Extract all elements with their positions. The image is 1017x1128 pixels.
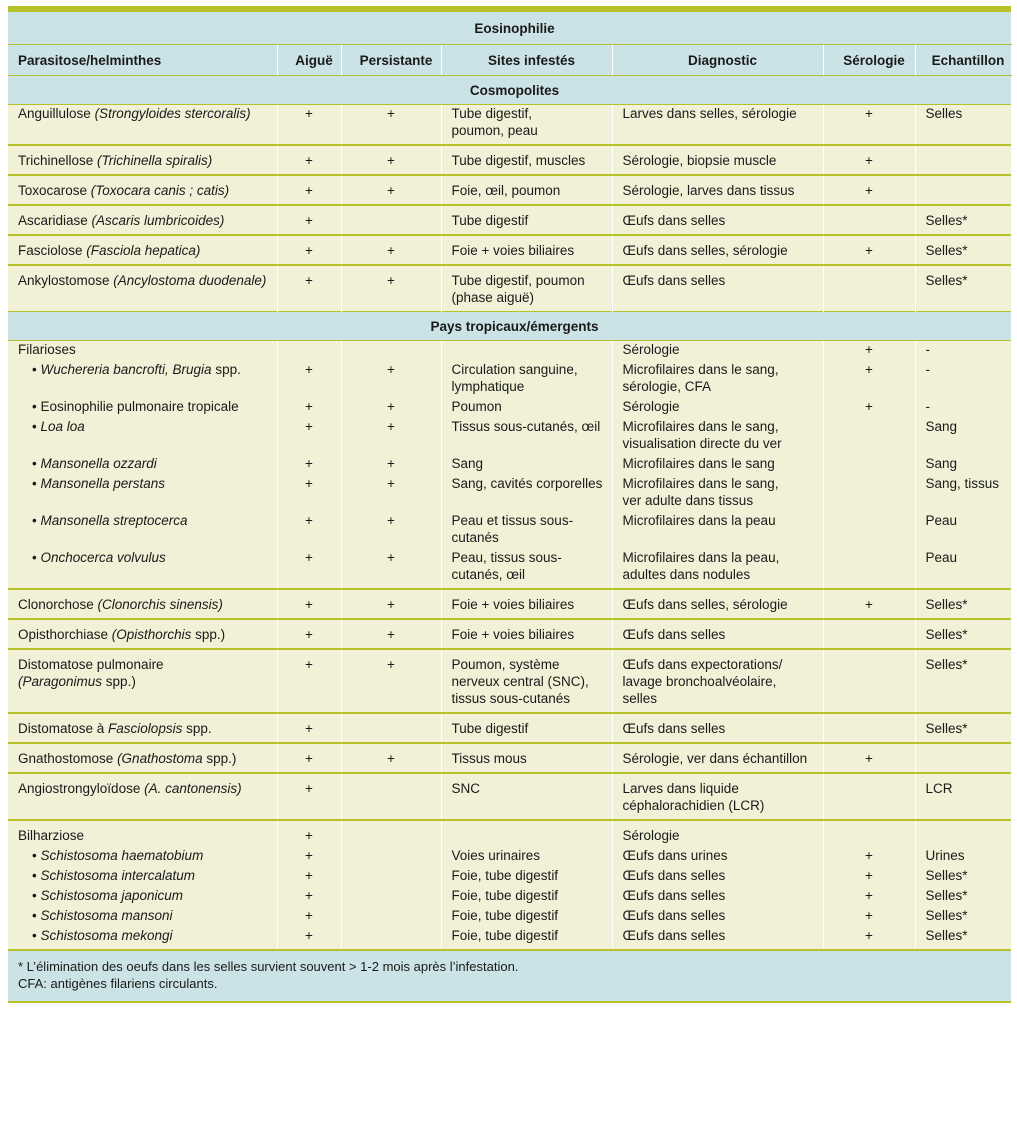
persistent-cell: +	[341, 175, 441, 205]
sample-cell	[915, 145, 1011, 175]
diagnostic-cell: Œufs dans selles	[612, 619, 823, 649]
diagnostic-cell: Microfilaires dans le sang	[612, 452, 823, 472]
parasitosis-cell	[8, 884, 277, 904]
acute-cell: +	[277, 820, 341, 844]
diagnostic-cell: Microfilaires dans la peau	[612, 509, 823, 546]
diagnostic-cell: Œufs dans urines	[612, 844, 823, 864]
sites-cell: Circulation sanguine, lymphatique	[441, 358, 612, 395]
parasitosis-cell	[8, 145, 277, 175]
table-row	[8, 649, 1011, 713]
bullet-glyph: •	[32, 868, 41, 883]
sites-cell: Foie, œil, poumon	[441, 175, 612, 205]
sample-cell: Selles*	[915, 924, 1011, 950]
table-container	[8, 6, 1011, 1003]
acute-cell: +	[277, 358, 341, 395]
serology-cell	[823, 205, 915, 235]
sample-cell	[915, 820, 1011, 844]
diagnostic-cell: Œufs dans selles	[612, 924, 823, 950]
diagnostic-cell: Œufs dans expectorations/ lavage bronchoalvéolaire, selles	[612, 649, 823, 713]
acute-cell: +	[277, 773, 341, 820]
parasitosis-name: Opisthorchiase	[18, 627, 112, 642]
latin-name: (Trichinella spiralis)	[97, 153, 213, 168]
parasitosis-cell	[8, 105, 277, 146]
latin-name: Fasciolopsis	[108, 721, 183, 736]
diagnostic-cell: Œufs dans selles, sérologie	[612, 589, 823, 619]
footnote-line: * L’élimination des oeufs dans les selles survient souvent > 1-2 mois après l’infestation.	[18, 959, 519, 974]
latin-name: (Ascaris lumbricoides)	[91, 213, 225, 228]
parasitosis-name-suffix: spp.)	[191, 627, 226, 642]
latin-name: Schistosoma japonicum	[40, 888, 184, 903]
parasitosis-name: Trichinellose	[18, 153, 98, 168]
parasitosis-name: Filarioses	[18, 342, 76, 357]
column-header: Persistante	[341, 45, 441, 76]
sample-cell	[915, 175, 1011, 205]
acute-cell: +	[277, 884, 341, 904]
latin-name: Mansonella streptocerca	[40, 513, 188, 528]
sites-cell: Voies urinaires	[441, 844, 612, 864]
persistent-cell	[341, 904, 441, 924]
sample-cell	[915, 743, 1011, 773]
latin-name: (Ancylostoma duodenale)	[113, 273, 267, 288]
serology-cell: +	[823, 743, 915, 773]
diagnostic-cell: Microfilaires dans la peau, adultes dans nodules	[612, 546, 823, 589]
persistent-cell: +	[341, 649, 441, 713]
acute-cell: +	[277, 105, 341, 146]
table-row	[8, 924, 1011, 950]
table-row	[8, 864, 1011, 884]
persistent-cell	[341, 773, 441, 820]
serology-cell: +	[823, 884, 915, 904]
latin-name: (Fasciola hepatica)	[86, 243, 201, 258]
table-row	[8, 205, 1011, 235]
parasitosis-name: Angiostrongyloïdose	[18, 781, 145, 796]
bullet-glyph: •	[32, 362, 41, 377]
table-row	[8, 820, 1011, 844]
parasitosis-cell	[8, 773, 277, 820]
latin-name: (Strongyloides stercoralis)	[94, 106, 251, 121]
sample-cell: Urines	[915, 844, 1011, 864]
table-title-row	[8, 12, 1011, 45]
sample-cell: Sang, tissus	[915, 472, 1011, 509]
bullet-glyph: •	[32, 928, 41, 943]
diagnostic-cell: Microfilaires dans le sang, ver adulte dans tissus	[612, 472, 823, 509]
serology-cell: +	[823, 904, 915, 924]
persistent-cell	[341, 864, 441, 884]
persistent-cell: +	[341, 145, 441, 175]
diagnostic-cell: Sérologie, larves dans tissus	[612, 175, 823, 205]
parasitosis-cell	[8, 713, 277, 743]
diagnostic-cell: Larves dans liquide céphalorachidien (LCR)	[612, 773, 823, 820]
parasitosis-name: Bilharziose	[18, 828, 85, 843]
table-row	[8, 844, 1011, 864]
latin-name: Wuchereria bancrofti, Brugia	[40, 362, 212, 377]
serology-cell	[823, 509, 915, 546]
acute-cell: +	[277, 743, 341, 773]
sites-cell: Tube digestif, poumon, peau	[441, 105, 612, 146]
sample-cell: Selles*	[915, 864, 1011, 884]
latin-name: Schistosoma intercalatum	[40, 868, 196, 883]
serology-cell: +	[823, 589, 915, 619]
section-title: Cosmopolites	[8, 76, 1011, 105]
table-row	[8, 341, 1011, 359]
table-row	[8, 415, 1011, 452]
column-header: Diagnostic	[612, 45, 823, 76]
table-row	[8, 395, 1011, 415]
sample-cell: Selles*	[915, 649, 1011, 713]
parasitosis-cell	[8, 924, 277, 950]
persistent-cell	[341, 844, 441, 864]
latin-name: Onchocerca volvulus	[40, 550, 166, 565]
bullet-glyph: •	[32, 456, 41, 471]
diagnostic-cell: Œufs dans selles	[612, 713, 823, 743]
table-row	[8, 773, 1011, 820]
latin-name: (Toxocara canis ; catis)	[90, 183, 230, 198]
table-row	[8, 509, 1011, 546]
persistent-cell	[341, 341, 441, 359]
column-header: Parasitose/helminthes	[8, 45, 277, 76]
header-row	[8, 45, 1011, 76]
sample-cell: Peau	[915, 546, 1011, 589]
table-row	[8, 235, 1011, 265]
table-row	[8, 265, 1011, 312]
acute-cell: +	[277, 509, 341, 546]
acute-cell: +	[277, 924, 341, 950]
persistent-cell: +	[341, 509, 441, 546]
acute-cell: +	[277, 175, 341, 205]
diagnostic-cell: Œufs dans selles	[612, 864, 823, 884]
serology-cell: +	[823, 924, 915, 950]
parasitosis-cell	[8, 341, 277, 359]
parasitosis-name: Anguillulose	[18, 106, 95, 121]
sample-cell: -	[915, 341, 1011, 359]
acute-cell: +	[277, 452, 341, 472]
parasitosis-cell	[8, 820, 277, 844]
table-row	[8, 145, 1011, 175]
diagnostic-cell: Œufs dans selles	[612, 265, 823, 312]
column-header: Aiguë	[277, 45, 341, 76]
sample-cell: Selles*	[915, 265, 1011, 312]
latin-name: (A. cantonensis)	[144, 781, 242, 796]
acute-cell	[277, 341, 341, 359]
diagnostic-cell: Œufs dans selles	[612, 205, 823, 235]
sites-cell: Tube digestif, muscles	[441, 145, 612, 175]
sample-cell: Selles*	[915, 205, 1011, 235]
footnote-row	[8, 950, 1011, 1002]
parasitosis-name-suffix: spp.	[182, 721, 212, 736]
parasitosis-cell	[8, 743, 277, 773]
sites-cell: Foie, tube digestif	[441, 904, 612, 924]
sites-cell: Tissus mous	[441, 743, 612, 773]
serology-cell	[823, 546, 915, 589]
sites-cell: Peau et tissus sous- cutanés	[441, 509, 612, 546]
footnote-line: CFA: antigènes filariens circulants.	[18, 976, 218, 991]
bullet-glyph: •	[32, 513, 41, 528]
persistent-cell: +	[341, 452, 441, 472]
sample-cell: Selles*	[915, 884, 1011, 904]
sample-cell: Peau	[915, 509, 1011, 546]
parasitosis-name: Ascaridiase	[18, 213, 92, 228]
section-row	[8, 76, 1011, 105]
bullet-glyph: •	[32, 419, 41, 434]
diagnostic-cell: Œufs dans selles	[612, 884, 823, 904]
serology-cell	[823, 265, 915, 312]
sample-cell: Selles*	[915, 235, 1011, 265]
diagnostic-cell: Œufs dans selles	[612, 904, 823, 924]
latin-name: (Opisthorchis	[111, 627, 192, 642]
persistent-cell: +	[341, 235, 441, 265]
acute-cell: +	[277, 649, 341, 713]
table-row	[8, 546, 1011, 589]
sites-cell: Foie + voies biliaires	[441, 589, 612, 619]
parasitosis-cell	[8, 589, 277, 619]
parasitosis-name: Ankylostomose	[18, 273, 114, 288]
latin-name: Mansonella perstans	[40, 476, 166, 491]
table-row	[8, 452, 1011, 472]
persistent-cell: +	[341, 105, 441, 146]
sites-cell: Tube digestif, poumon (phase aiguë)	[441, 265, 612, 312]
sample-cell: Selles*	[915, 619, 1011, 649]
parasitosis-name-suffix: spp.)	[102, 674, 136, 689]
persistent-cell	[341, 713, 441, 743]
acute-cell: +	[277, 589, 341, 619]
column-header: Sites infestés	[441, 45, 612, 76]
sample-cell: Selles	[915, 105, 1011, 146]
eosinophilia-table	[8, 11, 1012, 1003]
table-row	[8, 589, 1011, 619]
diagnostic-cell: Sérologie, biopsie muscle	[612, 145, 823, 175]
serology-cell: +	[823, 341, 915, 359]
latin-name: (Gnathostoma	[117, 751, 203, 766]
serology-cell	[823, 713, 915, 743]
serology-cell	[823, 773, 915, 820]
table-row	[8, 105, 1011, 146]
parasitosis-cell	[8, 844, 277, 864]
sites-cell: Tube digestif	[441, 713, 612, 743]
sites-cell	[441, 341, 612, 359]
sites-cell: Poumon, système nerveux central (SNC), tissus sous-cutanés	[441, 649, 612, 713]
sites-cell: Foie + voies biliaires	[441, 619, 612, 649]
persistent-cell	[341, 924, 441, 950]
serology-cell: +	[823, 235, 915, 265]
persistent-cell: +	[341, 395, 441, 415]
latin-name: Schistosoma mansoni	[40, 908, 173, 923]
sample-cell: Sang	[915, 415, 1011, 452]
diagnostic-cell: Sérologie	[612, 341, 823, 359]
parasitosis-cell	[8, 415, 277, 452]
persistent-cell: +	[341, 415, 441, 452]
persistent-cell: +	[341, 743, 441, 773]
latin-name: Schistosoma mekongi	[40, 928, 173, 943]
sites-cell: Peau, tissus sous- cutanés, œil	[441, 546, 612, 589]
diagnostic-cell: Sérologie, ver dans échantillon	[612, 743, 823, 773]
latin-name: Schistosoma haematobium	[40, 848, 204, 863]
serology-cell: +	[823, 175, 915, 205]
sites-cell: Foie, tube digestif	[441, 924, 612, 950]
bullet-glyph: •	[32, 399, 41, 414]
acute-cell: +	[277, 904, 341, 924]
acute-cell: +	[277, 844, 341, 864]
column-header: Sérologie	[823, 45, 915, 76]
table-row	[8, 884, 1011, 904]
parasitosis-cell	[8, 205, 277, 235]
sites-cell	[441, 820, 612, 844]
section-title: Pays tropicaux/émergents	[8, 312, 1011, 341]
diagnostic-cell: Larves dans selles, sérologie	[612, 105, 823, 146]
parasitosis-cell	[8, 546, 277, 589]
serology-cell: +	[823, 864, 915, 884]
acute-cell: +	[277, 472, 341, 509]
parasitosis-cell	[8, 619, 277, 649]
sites-cell: SNC	[441, 773, 612, 820]
acute-cell: +	[277, 546, 341, 589]
section-row	[8, 312, 1011, 341]
bullet-glyph: •	[32, 888, 41, 903]
serology-cell: +	[823, 145, 915, 175]
sites-cell: Sang, cavités corporelles	[441, 472, 612, 509]
sites-cell: Foie + voies biliaires	[441, 235, 612, 265]
latin-name: (Paragonimus	[18, 674, 103, 689]
serology-cell	[823, 472, 915, 509]
parasitosis-cell	[8, 649, 277, 713]
serology-cell	[823, 649, 915, 713]
footnote-cell	[8, 950, 1011, 1002]
parasitosis-cell	[8, 358, 277, 395]
serology-cell: +	[823, 844, 915, 864]
sample-cell: Selles*	[915, 589, 1011, 619]
parasitosis-cell	[8, 452, 277, 472]
persistent-cell: +	[341, 358, 441, 395]
sample-cell: LCR	[915, 773, 1011, 820]
persistent-cell: +	[341, 546, 441, 589]
parasitosis-cell	[8, 864, 277, 884]
sites-cell: Foie, tube digestif	[441, 884, 612, 904]
persistent-cell	[341, 884, 441, 904]
sites-cell: Tube digestif	[441, 205, 612, 235]
acute-cell: +	[277, 235, 341, 265]
table-row	[8, 175, 1011, 205]
sample-cell: Selles*	[915, 904, 1011, 924]
parasitosis-cell	[8, 265, 277, 312]
serology-cell	[823, 452, 915, 472]
diagnostic-cell: Œufs dans selles, sérologie	[612, 235, 823, 265]
serology-cell: +	[823, 358, 915, 395]
parasitosis-cell	[8, 472, 277, 509]
latin-name: Mansonella ozzardi	[40, 456, 157, 471]
parasitosis-name: Distomatose pulmonaire	[18, 657, 164, 672]
sites-cell: Foie, tube digestif	[441, 864, 612, 884]
parasitosis-name: Distomatose à	[18, 721, 109, 736]
acute-cell: +	[277, 265, 341, 312]
table-row	[8, 619, 1011, 649]
serology-cell: +	[823, 105, 915, 146]
table-row	[8, 743, 1011, 773]
acute-cell: +	[277, 864, 341, 884]
latin-name: Loa loa	[40, 419, 85, 434]
acute-cell: +	[277, 205, 341, 235]
acute-cell: +	[277, 145, 341, 175]
parasitosis-name: Toxocarose	[18, 183, 91, 198]
parasitosis-cell	[8, 235, 277, 265]
persistent-cell	[341, 205, 441, 235]
sample-cell: -	[915, 358, 1011, 395]
persistent-cell	[341, 820, 441, 844]
parasitosis-name: Fasciolose	[18, 243, 87, 258]
table-body	[8, 76, 1011, 1003]
table-title: Eosinophilie	[8, 12, 1011, 45]
parasitosis-cell	[8, 175, 277, 205]
persistent-cell: +	[341, 619, 441, 649]
diagnostic-cell: Sérologie	[612, 820, 823, 844]
bullet-glyph: •	[32, 550, 41, 565]
column-header: Echantillon	[915, 45, 1011, 76]
table-row	[8, 472, 1011, 509]
diagnostic-cell: Microfilaires dans le sang, visualisation directe du ver	[612, 415, 823, 452]
acute-cell: +	[277, 619, 341, 649]
sites-cell: Tissus sous-cutanés, œil	[441, 415, 612, 452]
serology-cell: +	[823, 395, 915, 415]
sites-cell: Sang	[441, 452, 612, 472]
table-row	[8, 904, 1011, 924]
table-row	[8, 713, 1011, 743]
diagnostic-cell: Microfilaires dans le sang, sérologie, CFA	[612, 358, 823, 395]
parasitosis-name: Gnathostomose	[18, 751, 118, 766]
acute-cell: +	[277, 415, 341, 452]
parasitosis-name-suffix: spp.)	[202, 751, 237, 766]
sample-cell: Sang	[915, 452, 1011, 472]
serology-cell	[823, 619, 915, 649]
sites-cell: Poumon	[441, 395, 612, 415]
latin-name: (Clonorchis sinensis)	[97, 597, 223, 612]
parasitosis-name-suffix: spp.	[211, 362, 241, 377]
sample-cell: Selles*	[915, 713, 1011, 743]
persistent-cell: +	[341, 472, 441, 509]
serology-cell	[823, 820, 915, 844]
persistent-cell: +	[341, 265, 441, 312]
parasitosis-name-suffix: Eosinophilie pulmonaire tropicale	[40, 399, 239, 414]
persistent-cell: +	[341, 589, 441, 619]
table-row	[8, 358, 1011, 395]
diagnostic-cell: Sérologie	[612, 395, 823, 415]
parasitosis-cell	[8, 904, 277, 924]
bullet-glyph: •	[32, 476, 41, 491]
sample-cell: -	[915, 395, 1011, 415]
parasitosis-cell	[8, 509, 277, 546]
acute-cell: +	[277, 713, 341, 743]
serology-cell	[823, 415, 915, 452]
acute-cell: +	[277, 395, 341, 415]
bullet-glyph: •	[32, 908, 41, 923]
parasitosis-name: Clonorchose	[18, 597, 98, 612]
parasitosis-cell	[8, 395, 277, 415]
bullet-glyph: •	[32, 848, 41, 863]
